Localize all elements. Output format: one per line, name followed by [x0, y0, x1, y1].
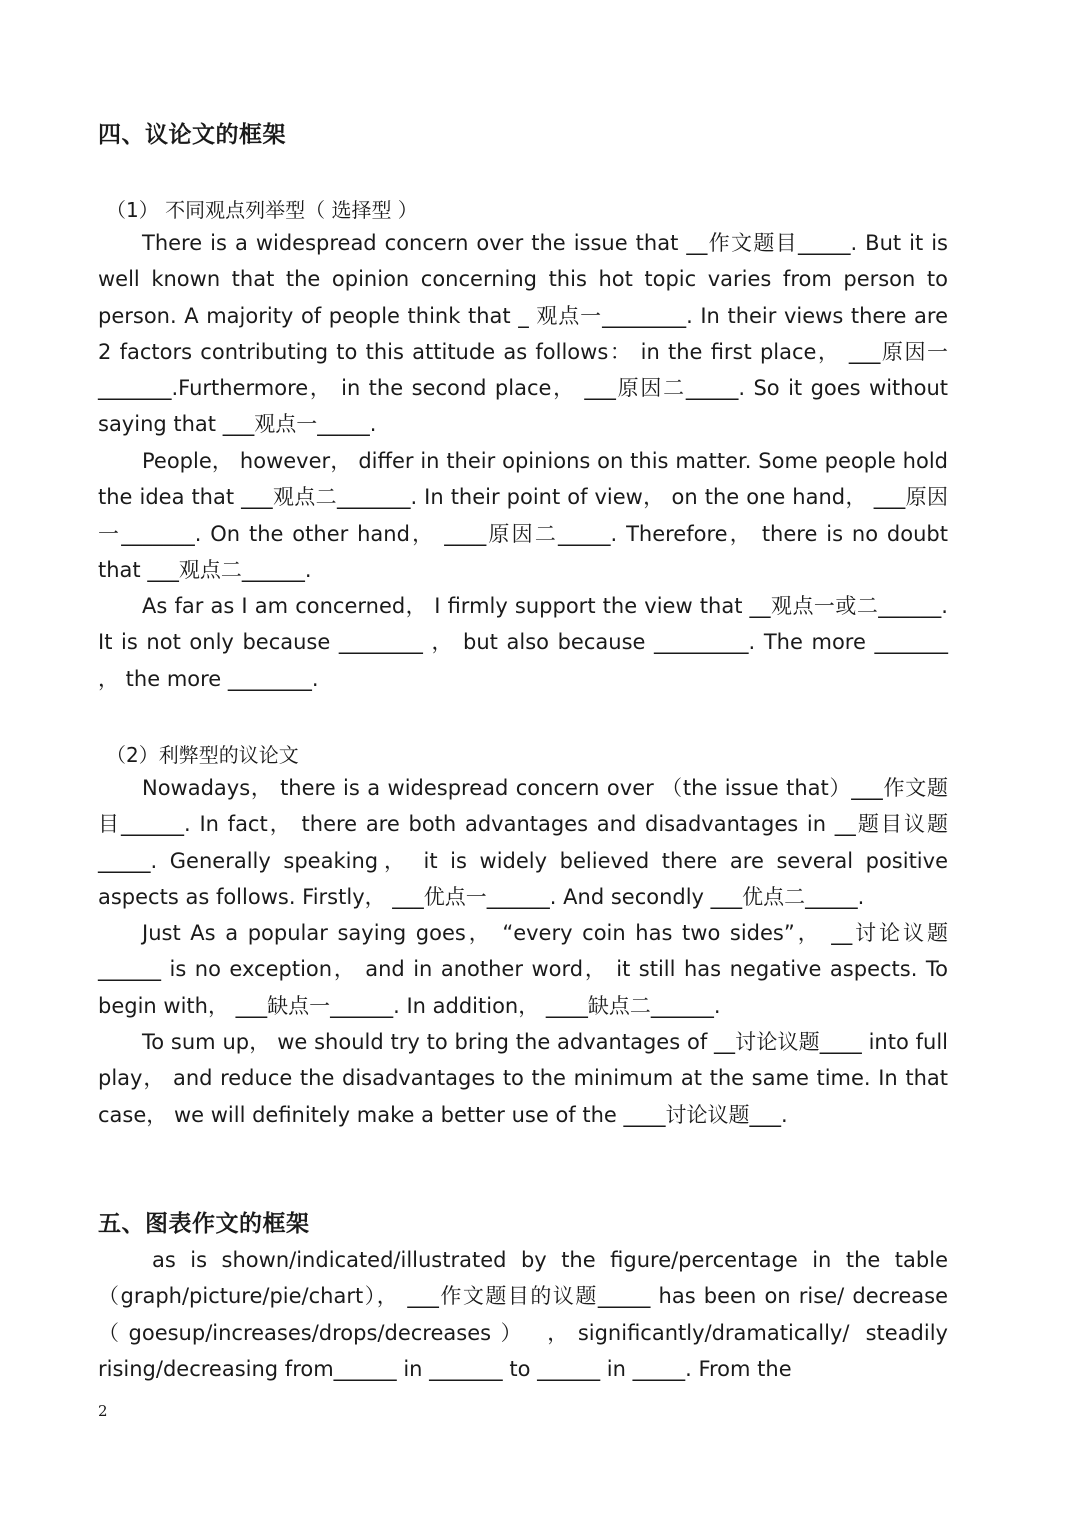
- section-4-part-2-title: （2）利弊型的议论文: [106, 743, 299, 767]
- part-2-paragraph-3: To sum up， we should try to bring the advantages of __讨论议题____ into full play， and reduce the disadvantages to the minimum at the same time. In that case， we will definitely make a better use of the ____讨论议题___.: [98, 1030, 948, 1127]
- part-2-paragraph-1: Nowadays， there is a widespread concern over （the issue that）___作文题目______. In fact， there are both advantages and disadvantages in __题目议题_____. Generally speaking， it is widely believed there are several positive aspects as follows. Firstly， ___优点一______. And secondly ___优点二_____.: [98, 776, 948, 909]
- part-1-paragraph-3: As far as I am concerned， I firmly support the view that __观点一或二______. It is not only because ________ ， but also because _________. The more _______ ， the more ________.: [98, 594, 948, 691]
- section-5-paragraph-1: as is shown/indicated/illustrated by the figure/percentage in the table （graph/picture/pie/chart）， ___作文题目的议题_____ has been on rise/ decrease （goesup/increases/drops/decreases） ，significantly/dramatically/ steadily rising/decreasing from______ in _______ to ______ in _____. From the: [98, 1248, 948, 1381]
- part-1-paragraph-1: There is a widespread concern over the issue that __作文题目_____. But it is well known that the opinion concerning this hot topic varies from person to person. A majority of people think that _ 观点一________. In their views there are 2 factors contributing to this attitude as follows： in the first place， ___原因一_______.Furthermore， in the second place， ___原因二_____. So it goes without saying that ___观点一_____.: [98, 231, 948, 437]
- section-5-heading: 五、图表作文的框架: [98, 1211, 310, 1237]
- part-2-paragraph-2: Just As a popular saying goes， “every coin has two sides”， __讨论议题______ is no exception， and in another word， it still has negative aspects. To begin with， ___缺点一______. In addition， ____缺点二______.: [98, 921, 948, 1018]
- part-1-paragraph-2: People， however， differ in their opinions on this matter. Some people hold the idea that ___观点二_______. In their point of view， on the one hand， ___原因一_______. On the other hand， ____原因二_____. Therefore， there is no doubt that ___观点二______.: [98, 449, 948, 582]
- page-number: 2: [98, 1402, 108, 1420]
- section-4-heading: 四、议论文的框架: [98, 122, 286, 148]
- section-4-part-1-title: （1） 不同观点列举型（ 选择型 ）: [106, 198, 418, 222]
